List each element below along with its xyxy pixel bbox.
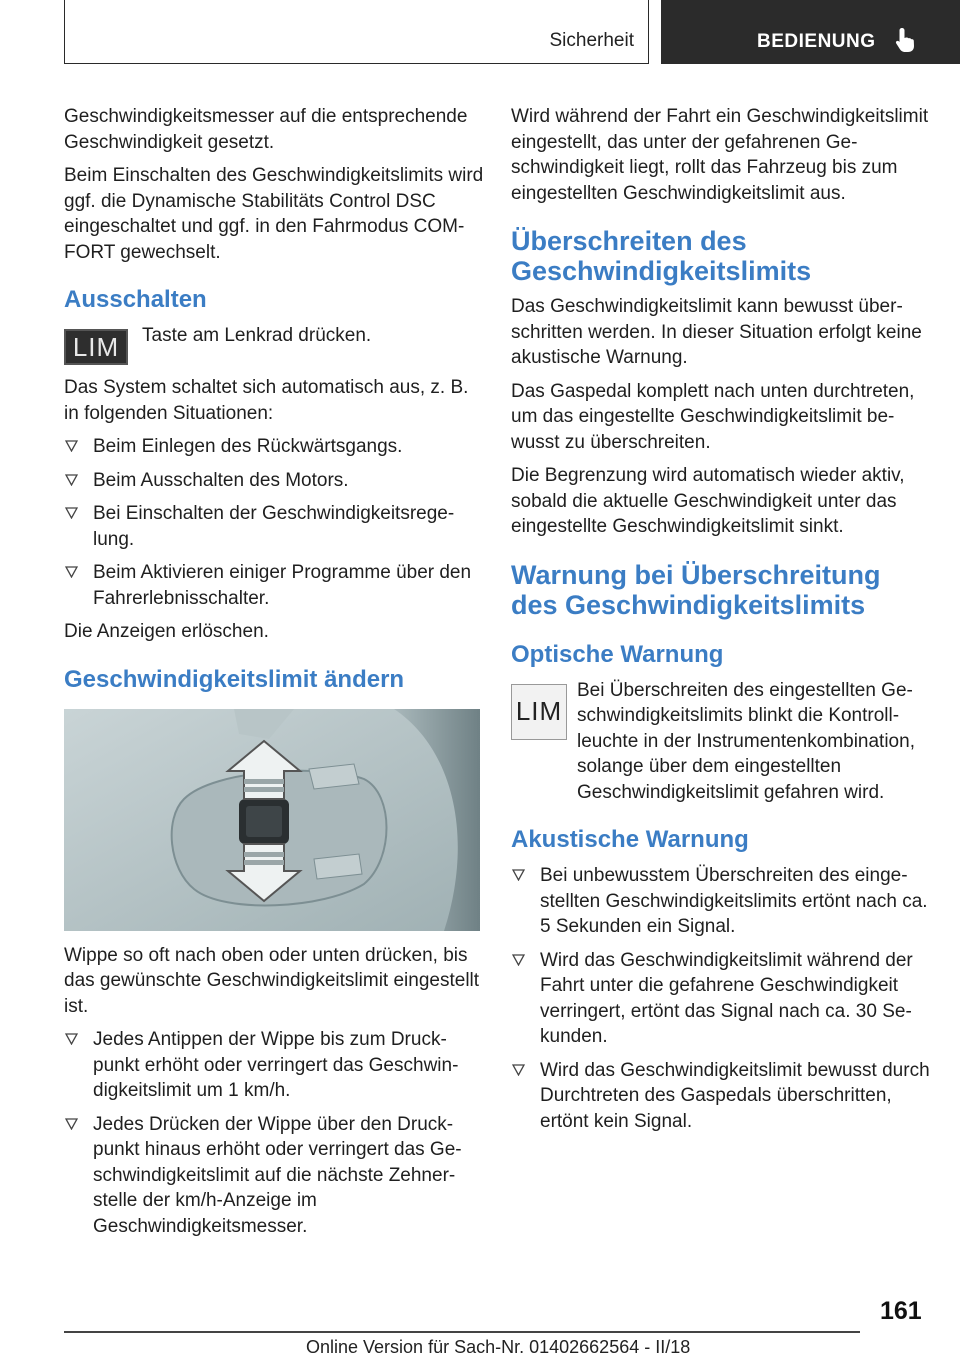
paragraph: Wird während der Fahrt ein Geschwindigkeitslimit eingestellt, das unter der gefahrenen Geschwindigkeit liegt, rollt das Fahrzeug bis zum eingestellten Geschwindigkeitslimit aus. [511, 106, 929, 204]
paragraph: Das System schaltet sich automatisch aus, z. B. in folgenden Situationen: [64, 377, 469, 424]
list-item-text: Wird das Geschwindigkeitslimit während der Fahrt unter die gefahrene Geschwindigkeit verringert, ertönt das Signal nach ca. 30 Sekunden. [540, 949, 913, 1047]
triangle-bullet-icon [512, 869, 525, 881]
right-column [511, 104, 931, 1142]
paragraph: Das Gaspedal komplett nach unten durchtreten, um das eingestellte Geschwindigkeitslimit bewusst zu überschreiten. [511, 380, 915, 453]
triangle-bullet-icon [512, 1064, 525, 1076]
triangle-bullet-icon [65, 474, 78, 486]
list-item [511, 948, 931, 1050]
triangle-bullet-icon [65, 507, 78, 519]
paragraph: Die Anzeigen erlöschen. [64, 621, 269, 642]
header-chapter-tab [661, 0, 960, 64]
page-number: 161 [880, 1297, 922, 1325]
list-item-text: Jedes Drücken der Wippe über den Druckpunkt hinaus erhöht oder verringert das Geschwindigkeitslimit auf die nächste Zehnerstelle der km/h-Anzeige im Geschwindigkeitsmesser. [93, 1113, 462, 1237]
paragraph: Wippe so oft nach oben oder unten drücken, bis das gewünschte Geschwindigkeitslimit eingestellt ist. [64, 944, 480, 1017]
lim-button-row [64, 323, 484, 365]
list-item-text: Beim Aktivieren einiger Programme über den Fahrerlebnisschalter. [93, 562, 472, 609]
heading-warnung: Warnung bei Überschreitung des Geschwindigkeitslimits [511, 559, 881, 620]
list-item [511, 863, 931, 940]
steering-wheel-rocker-illustration [64, 709, 480, 931]
list-item [64, 1112, 484, 1240]
footer-divider [64, 1331, 860, 1333]
lim-indicator-icon: LIM [511, 684, 567, 740]
list-item [64, 434, 484, 460]
triangle-bullet-icon [512, 954, 525, 966]
list-item-text: Wird das Geschwindigkeitslimit bewusst durch Durchtreten des Gaspedals überschritten, ertönt kein Signal. [540, 1059, 930, 1132]
heading-akustische-warnung: Akustische Warnung [511, 826, 749, 853]
heading-optische-warnung: Optische Warnung [511, 640, 724, 668]
bullet-list [511, 863, 931, 1134]
list-item-text: Beim Einlegen des Rückwärtsgangs. [93, 436, 403, 457]
bullet-list [64, 1027, 484, 1239]
list-item-text: Beim Ausschalten des Motors. [93, 469, 349, 491]
list-item-text: Bei Einschalten der Geschwindigkeitsregelung. [93, 503, 455, 550]
list-item-text: Jedes Antippen der Wippe bis zum Druckpunkt erhöht oder verringert das Geschwindigkeitslimit um 1 km/h. [93, 1029, 459, 1101]
heading-limit-aendern: Geschwindigkeitslimit ändern [64, 665, 405, 693]
paragraph: Die Begrenzung wird automatisch wieder aktiv, sobald die aktuelle Geschwindigkeit unter das eingestellte Geschwindigkeitslimit sinkt. [511, 465, 905, 537]
list-item [64, 501, 484, 552]
pointing-hand-icon [893, 26, 919, 54]
list-item [64, 1027, 484, 1104]
bullet-list [64, 434, 484, 611]
triangle-bullet-icon [65, 1118, 78, 1130]
header-section-box [64, 0, 649, 64]
triangle-bullet-icon [65, 566, 78, 578]
triangle-bullet-icon [65, 440, 78, 452]
lim-indicator-row [511, 678, 931, 806]
header-section-title: Sicherheit [549, 30, 634, 51]
paragraph: Geschwindigkeitsmesser auf die entsprechende Geschwindigkeit gesetzt. [64, 106, 468, 153]
list-item-text: Bei unbewusstem Überschreiten des eingestellten Geschwindigkeitslimits ertönt nach ca. 5 Sekunden ein Signal. [540, 865, 928, 937]
paragraph: Beim Einschalten des Geschwindigkeitslimits wird ggf. die Dynamische Stabilitäts Control DSC eingeschaltet und ggf. in den Fahrmodus COMFORT gewechselt. [64, 165, 484, 263]
footer-online-version: Online Version für Sach-Nr. 01402662564 - II/18 [306, 1337, 691, 1357]
paragraph: Bei Überschreiten des eingestellten Geschwindigkeitslimits blinkt die Kontrollleuchte in der Instrumentenkombination, solange über dem eingestellten Geschwindigkeitslimit gefahren wird. [577, 679, 915, 803]
list-item [64, 560, 484, 611]
left-column [64, 104, 484, 1247]
heading-ausschalten: Ausschalten [64, 286, 207, 313]
paragraph: Taste am Lenkrad drücken. [142, 325, 372, 346]
heading-ueberschreiten: Überschreiten des Geschwindigkeitslimits [511, 226, 812, 286]
header-chapter-title: BEDIENUNG [757, 31, 876, 52]
lim-button-icon: LIM [64, 329, 128, 365]
list-item [511, 1058, 931, 1135]
triangle-bullet-icon [65, 1033, 78, 1045]
list-item [64, 468, 484, 494]
paragraph: Das Geschwindigkeitslimit kann bewusst überschritten werden. In dieser Situation erfolgt keine akustische Warnung. [511, 296, 922, 368]
